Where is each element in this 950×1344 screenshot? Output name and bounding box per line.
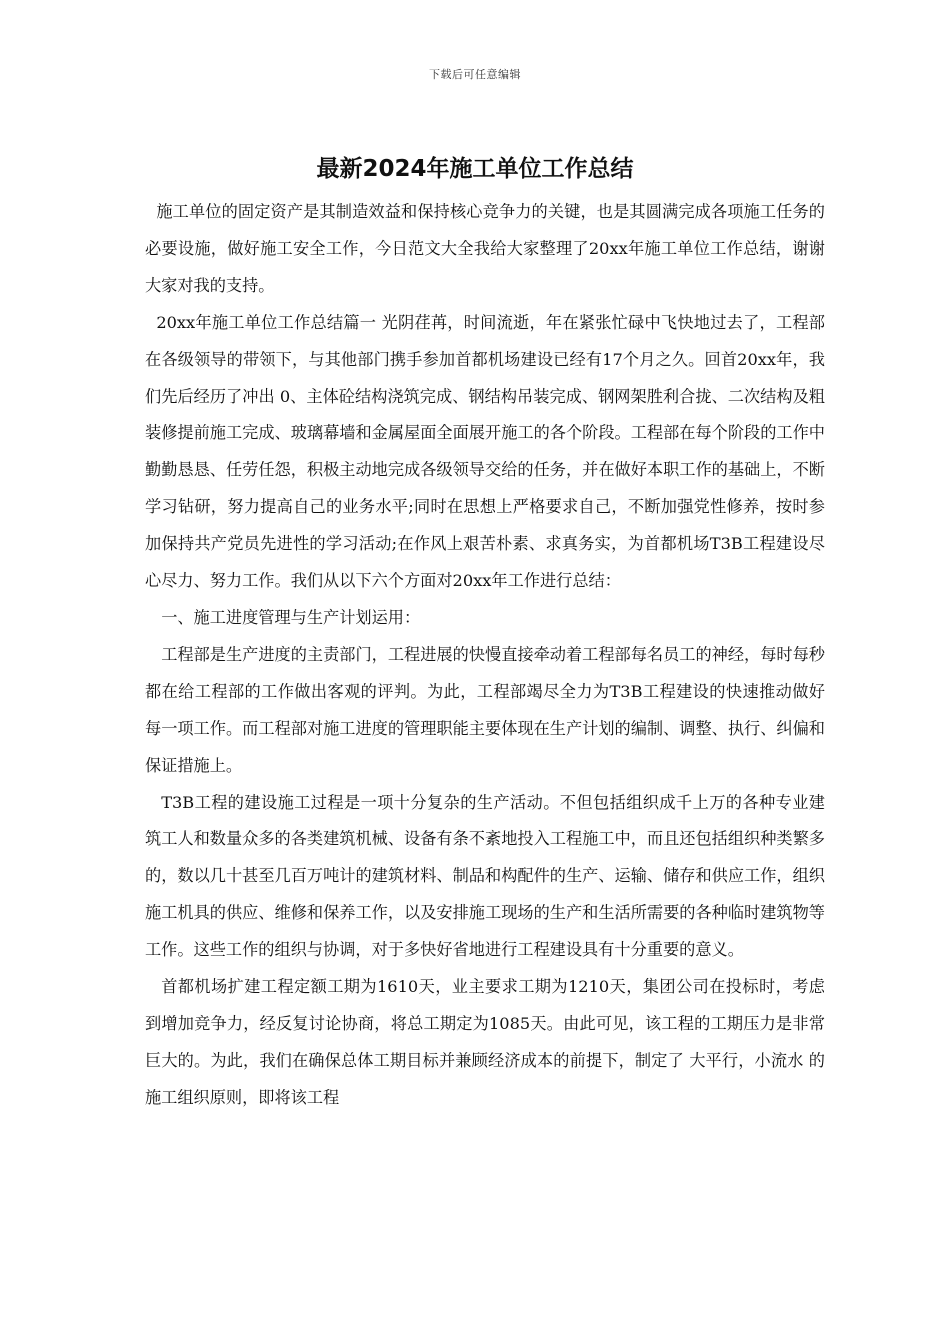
paragraph-construction-process: T3B工程的建设施工过程是一项十分复杂的生产活动。不但包括组织成千上万的各种专业建筑工人和数量众多的各类建筑机械、设备有条不紊地投入工程施工中，而且还包括组织种类繁多的，数以几十甚至几百万吨计的建筑材料、制品和构配件的生产、运输、储存和供应工作，组织施工机具的供应、维修和保养工作，以及安排施工现场的生产和生活所需要的各种临时建筑物等工作。这些工作的组织与协调，对于多快好省地进行工程建设具有十分重要的意义。 [145,792,825,960]
paragraph-intro: 施工单位的固定资产是其制造效益和保持核心竞争力的关键，也是其圆满完成各项施工任务的必要设施，做好施工安全工作，今日范文大全我给大家整理了20xx年施工单位工作总结，谢谢大家对我的支持。 [145,202,825,295]
page-title: 最新2024年施工单位工作总结 [316,156,634,182]
document-body [145,194,825,1117]
paragraph-progress-management: 工程部是生产进度的主责部门，工程进展的快慢直接牵动着工程部每名员工的神经，每时每秒都在给工程部的工作做出客观的评判。为此，工程部竭尽全力为T3B工程建设的快速推动做好每一项工作。而工程部对施工进度的管理职能主要体现在生产计划的编制、调整、执行、纠偏和保证措施上。 [145,644,825,775]
section-heading-progress: 一、施工进度管理与生产计划运用： [161,607,421,627]
paragraph-schedule: 首都机场扩建工程定额工期为1610天，业主要求工期为1210天，集团公司在投标时，考虑到增加竞争力，经反复讨论协商，将总工期定为1085天。由此可见，该工程的工期压力是非常巨大的。为此，我们在确保总体工期目标并兼顾经济成本的前提下，制定了 大平行，小流水 的施工组织原则，即将该工程 [145,977,825,1107]
paragraph-part-one: 20xx年施工单位工作总结篇一 光阴荏苒，时间流逝，年在紧张忙碌中飞快地过去了，工程部在各级领导的带领下，与其他部门携手参加首都机场建设已经有17个月之久。回首20xx年，我们先后经历了冲出 0、主体砼结构浇筑完成、钢结构吊装完成、钢网架胜利合拢、二次结构及粗装修提前施工完成、玻璃幕墙和金属屋面全面展开施工的各个阶段。工程部在每个阶段的工作中勤勤恳恳、任劳任怨，积极主动地完成各级领导交给的任务，并在做好本职工作的基础上，不断学习钻研，努力提高自己的业务水平;同时在思想上严格要求自己，不断加强党性修养，按时参加保持共产党员先进性的学习活动;在作风上艰苦朴素、求真务实，为首都机场T3B工程建设尽心尽力、努力工作。我们从以下六个方面对20xx年工作进行总结： [145,312,825,591]
header-note: 下载后可任意编辑 [429,68,521,81]
